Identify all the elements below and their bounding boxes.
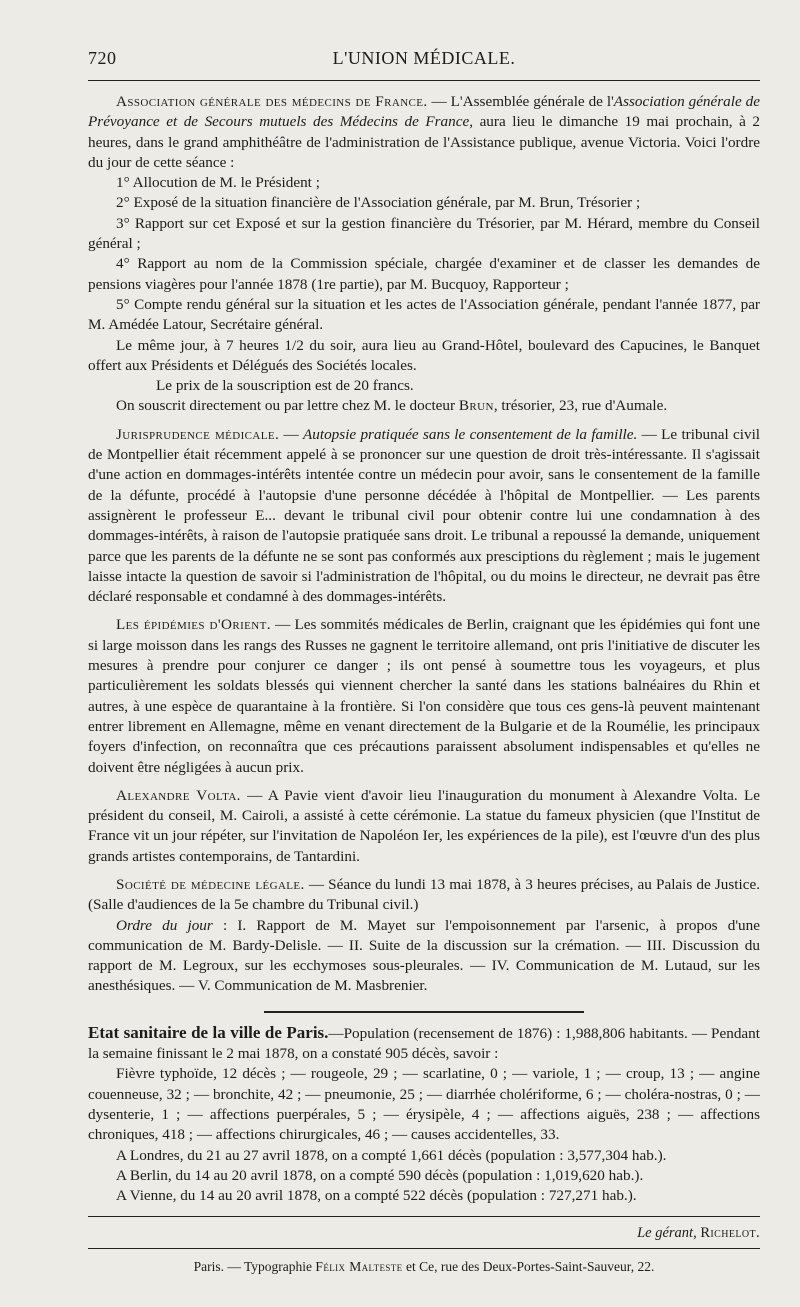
assoc-intro-c: aura lieu le dimanche 19 mai prochain, à 2 heures, dans le grand amphithéâtre de l'administration de l'Assistance publique, avenue Victoria. Voici l'ordre du jour de cette séance :	[88, 113, 760, 171]
volta-section	[88, 786, 760, 867]
ordre-text: : I. Rapport de M. Mayet sur l'empoisonnement par l'arsenic, à propos d'une communication de M. Bardy-Delisle. — II. Suite de la discussion sur la crémation. — III. Discussion du rapport de M. Legroux, sur les ecchymoses sous-pleurales. — IV. Communication de M. Lutaud, sur les anesthésiques. — V. Communication de M. Masbrenier.	[88, 916, 760, 995]
agenda-item-4: 4° Rapport au nom de la Commission spéciale, chargée d'examiner et de classer les demandes de pensions viagères pour l'année 1878 (1re partie), par M. Bucquoy, Rapporteur ;	[88, 255, 760, 293]
banquet-text: Le même jour, à 7 heures 1/2 du soir, aura lieu au Grand-Hôtel, boulevard des Capucines, le Banquet offert aux Présidents et Délégués des Sociétés locales.	[88, 336, 760, 374]
etat-causes: Fièvre typhoïde, 12 décès ; — rougeole, 29 ; — scarlatine, 0 ; — variole, 1 ; — croup, 13 ; — angine couenneuse, 32 ; — bronchite, 42 ; — pneumonie, 25 ; — diarrhée cholériforme, 6 ; — choléra-nostras, 0 ; — dysenterie, 1 ; — affections puerpérales, 5 ; — érysipèle, 4 ; — affections aiguës, 238 ; — affections chroniques, 418 ; — affections chirurgicales, 46 ; — causes accidentelles, 33.	[88, 1065, 760, 1144]
agenda-item-3: 3° Rapport sur cet Exposé et sur la gestion financière du Trésorier, par M. Hérard, membre du Conseil général ;	[88, 214, 760, 253]
ordre-label: Ordre du jour	[116, 916, 213, 934]
etat-vienne: A Vienne, du 14 au 20 avril 1878, on a compté 522 décès (population : 727,271 hab.).	[116, 1187, 637, 1205]
page-number: 720	[88, 48, 117, 68]
subscribe-a: On souscrit directement ou par lettre chez M. le docteur	[116, 397, 459, 415]
imprint-a: Paris. — Typographie	[193, 1258, 316, 1274]
volta-text: — A Pavie vient d'avoir lieu l'inauguration du monument à Alexandre Volta. Le président du conseil, M. Cairoli, a assisté à cette cérémonie. La statue du fameux physicien (que l'Institut de France vit un jour répéter, sur l'invitation de Napoléon Ier, les expériences de la pile), est l'œuvre d'un des plus grands artistes contemporains, de Tantardini.	[88, 786, 760, 865]
assoc-section	[88, 92, 760, 417]
header-rule	[88, 80, 760, 81]
agenda-item-5: 5° Compte rendu général sur la situation et les actes de l'Association générale, pendant l'année 1877, par M. Amédée Latour, Secrétaire général.	[88, 295, 760, 334]
legale-heading: Société de médecine légale.	[116, 875, 305, 893]
etat-londres: A Londres, du 21 au 27 avril 1878, on a compté 1,661 décès (population : 3,577,304 hab.).	[116, 1146, 667, 1164]
epidemies-text: — Les sommités médicales de Berlin, craignant que les épidémies qui font une si large moisson dans les rangs des Russes ne gagnent le territoire allemand, ont pris l'initiative de discuter les mesures à prendre pour conjurer ce danger ; ils ont pensé à soumettre tous les voyageurs, et plus particulièrement les soldats blessés qui viennent chercher la santé dans les stations balnéaires du Rhin et autres, à une espèce de quarantaine à la frontière. Si l'on considère que tous ces gens-là peuvent maintenant entrer librement en Allemagne, même en venant directement de la Bulgarie et de la Roumélie, les principaux foyers d'infection, on reconnaîtra que ces précautions paraissent absolument indispensables et qu'elles ne doivent être négligées à aucun prix.	[88, 616, 760, 776]
footer-rule-2	[88, 1248, 760, 1249]
agenda-item-1: 1° Allocution de M. le Président ;	[116, 174, 320, 192]
subscribe-b: , trésorier, 23, rue d'Aumale.	[493, 397, 668, 415]
subscribe-name: Brun	[458, 397, 494, 415]
imprint-b: et Ce, rue des Deux-Portes-Saint-Sauveur, 22.	[402, 1258, 655, 1274]
page-body	[88, 92, 760, 1277]
etat-intro: —Population (recensement de 1876) : 1,988,806 habitants. — Pendant la semaine finissant le 2 mai 1878, on a constaté 905 décès, savoir :	[88, 1024, 760, 1063]
epidemies-section	[88, 615, 760, 777]
footer-rule	[88, 1216, 760, 1217]
gerant-line	[88, 1223, 760, 1243]
gerant-name: Richelot.	[700, 1225, 760, 1242]
price-text: Le prix de la souscription est de 20 francs.	[156, 377, 414, 395]
imprint-line	[88, 1257, 760, 1277]
assoc-intro-a: — L'Assemblée générale de l'	[427, 93, 614, 110]
section-divider	[264, 1011, 584, 1013]
agenda-item-2: 2° Exposé de la situation financière de l'Association générale, par M. Brun, Trésorier ;	[116, 194, 641, 212]
jurisprudence-heading: Jurisprudence médicale.	[116, 425, 280, 443]
jurisprudence-dash: —	[279, 425, 303, 443]
epidemies-heading: Les épidémies d'Orient.	[116, 616, 271, 634]
jurisprudence-text: — Le tribunal civil de Montpellier était récemment appelé à se prononcer sur une question de droit très-intéressante. Il s'agissait d'une action en dommages-intérêts intentée contre un médecin pour avoir, sans le consentement de la famille de la défunte, procédé à l'autopsie d'une personne décédée à l'hôpital de Montpellier. — Les parents assignèrent le professeur E... devant le tribunal civil pour obtenir contre lui une condamnation à des dommages-intérêts, à raison de l'autopsie pratiquée sans droit. Le tribunal a repoussé la demande, uniquement parce que les parents de la défunte ne se sont pas conformés aux presciptions du règlement ; mais le jugement laisse intacte la question de savoir si l'administration de l'hôpital, ou du moins le directeur, ne devrait pas être déclaré responsable et condamné à des dommages-intérêts.	[88, 425, 761, 606]
volta-heading: Alexandre Volta.	[116, 786, 241, 804]
legale-text: — Séance du lundi 13 mai 1878, à 3 heures précises, au Palais de Justice. (Salle d'audiences de la 5e chambre du Tribunal civil.)	[88, 875, 760, 914]
assoc-intro-b: Association générale de Prévoyance et de Secours mutuels des Médecins de France,	[88, 93, 760, 131]
legale-section	[88, 875, 760, 997]
assoc-heading: Association générale des médecins de France.	[116, 93, 428, 110]
etat-section	[88, 1023, 760, 1207]
journal-title: L'UNION MÉDICALE.	[332, 48, 516, 68]
jurisprudence-section	[88, 425, 760, 608]
jurisprudence-subtitle: Autopsie pratiquée sans le consentement de la famille.	[303, 425, 638, 443]
page-header	[88, 48, 760, 76]
etat-berlin: A Berlin, du 14 au 20 avril 1878, on a compté 590 décès (population : 1,019,620 hab.).	[116, 1166, 644, 1184]
etat-heading: Etat sanitaire de la ville de Paris.	[88, 1022, 329, 1042]
gerant-label: Le gérant,	[637, 1225, 697, 1242]
imprint-name: Félix Malteste	[315, 1258, 403, 1274]
